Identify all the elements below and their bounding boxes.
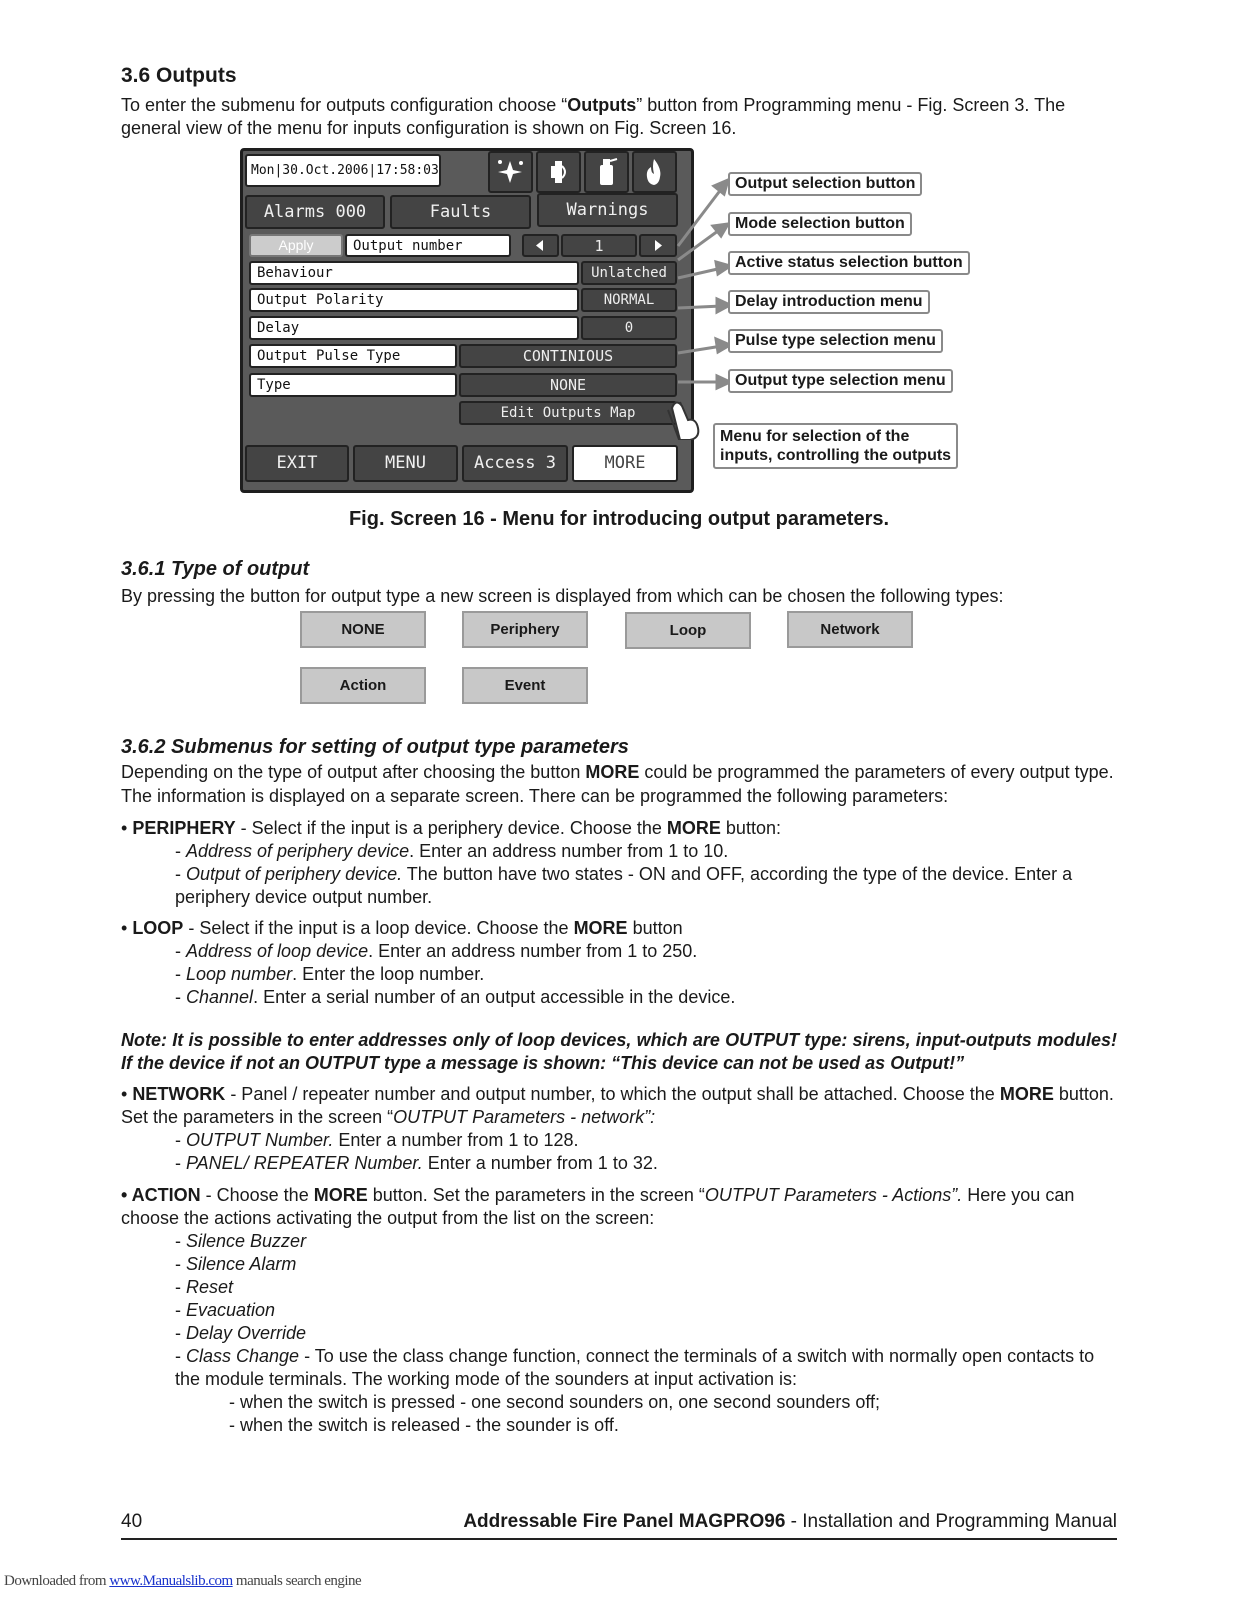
loop-block: • LOOP - Select if the input is a loop device. Choose the MORE button - Address of loop device. Enter an address number from 1 to 250. - Loop number. Enter the loop number. - Channel. Enter a serial number of an output accessible in the device. <box>121 918 736 1007</box>
apply-button[interactable]: Apply <box>249 234 343 257</box>
type-loop-button[interactable]: Loop <box>625 612 751 649</box>
s362-text-c: could be programmed the parameters of every output type. The information is displayed on a separate screen. There can be programmed the following parameters: <box>121 762 1114 806</box>
action-item-delay-override: Delay Override <box>186 1323 307 1343</box>
loop-lead: LOOP <box>132 918 184 938</box>
periphery-text-a: - Select if the input is a periphery device. Choose the <box>235 818 667 838</box>
callout-pulse-type: Pulse type selection menu <box>728 329 943 353</box>
type-button[interactable]: NONE <box>459 373 677 397</box>
prev-output-button[interactable] <box>522 234 559 257</box>
callout-output-selection: Output selection button <box>728 172 922 196</box>
network-text-a: - Panel / repeater number and output number, to which the output shall be attached. Choose the <box>225 1084 1000 1104</box>
network-screen-name: OUTPUT Parameters - network”: <box>393 1107 656 1127</box>
action-lead: • ACTION <box>121 1185 201 1205</box>
section-heading: 3.6 Outputs <box>121 64 237 87</box>
network-more: MORE <box>999 1084 1054 1104</box>
type-event-button[interactable]: Event <box>462 667 588 704</box>
action-item-reset: Reset <box>186 1277 234 1297</box>
output-polarity-button[interactable]: NORMAL <box>581 288 677 312</box>
output-polarity-label: Output Polarity <box>249 288 579 312</box>
loop-item3-text: . Enter a serial number of an output accessible in the device. <box>253 987 736 1007</box>
action-switch-released: - when the switch is released - the sounder is off. <box>229 1415 619 1435</box>
type-periphery-button[interactable]: Periphery <box>462 611 588 648</box>
action-screen-name: OUTPUT Parameters - Actions”. <box>704 1185 963 1205</box>
subsection-361-heading: 3.6.1 Type of output <box>121 558 310 580</box>
sparkle-icon <box>490 153 531 191</box>
warnings-button[interactable]: Warnings <box>537 193 678 227</box>
panel-screen <box>240 148 694 493</box>
intro-text-c: ” button from Programming menu - Fig. Screen 3. The general view of the menu for inputs configuration is shown on Fig. Screen 16. <box>121 95 1066 138</box>
bell-icon-button[interactable] <box>536 151 581 193</box>
delay-value-button[interactable]: 0 <box>581 316 677 340</box>
edit-outputs-map-button[interactable]: Edit Outputs Map <box>459 401 677 425</box>
action-item-silence-alarm: Silence Alarm <box>186 1254 297 1274</box>
action-text-b: button. Set the parameters in the screen “ <box>367 1185 705 1205</box>
output-number-value: 1 <box>561 234 637 257</box>
action-item-silence-buzzer: Silence Buzzer <box>186 1231 307 1251</box>
intro-paragraph <box>121 94 1117 140</box>
periphery-text-b: button: <box>720 818 781 838</box>
action-class-change-text: - To use the class change function, connect the terminals of a switch with normally open contacts to the module terminals. The working mode of the sounders at input activation is: <box>175 1346 1095 1389</box>
subsection-362-text <box>121 760 1117 808</box>
callout-mode-selection: Mode selection button <box>728 212 912 236</box>
action-more: MORE <box>313 1185 368 1205</box>
footer-title-bold: Addressable Fire Panel MAGPRO96 <box>463 1511 786 1532</box>
loop-more: MORE <box>573 918 628 938</box>
network-item1-text: Enter a number from 1 to 128. <box>333 1130 579 1150</box>
delay-label: Delay <box>249 316 579 340</box>
periphery-more: MORE <box>666 818 721 838</box>
footer-title <box>300 1511 1117 1533</box>
loop-item3: Channel <box>186 987 254 1007</box>
s362-more: MORE <box>585 762 640 782</box>
periphery-item1-text: . Enter an address number from 1 to 10. <box>409 841 729 861</box>
callout-active-status: Active status selection button <box>728 251 970 275</box>
intro-text-bold: Outputs <box>567 95 637 115</box>
extinguisher-icon <box>586 153 627 191</box>
faults-button[interactable]: Faults <box>390 195 531 229</box>
manualslib-link[interactable]: www.Manualslib.com <box>109 1573 233 1589</box>
periphery-lead: PERIPHERY <box>132 818 236 838</box>
alarms-button[interactable]: Alarms 000 <box>245 195 385 229</box>
download-text-tail: manuals search engine <box>232 1573 362 1589</box>
callout-output-type: Output type selection menu <box>728 369 953 393</box>
action-item-class-change: Class Change <box>186 1346 300 1366</box>
page-number: 40 <box>121 1511 143 1532</box>
network-item2: PANEL/ REPEATER Number. <box>186 1153 423 1173</box>
loop-text-b: button <box>627 918 683 938</box>
exit-button[interactable]: EXIT <box>245 445 349 482</box>
type-none-button[interactable]: NONE <box>300 611 426 648</box>
action-text-c: Here you can choose the actions activating the output from the list on the screen: <box>121 1185 1075 1228</box>
intro-text-a: To enter the submenu for outputs configuration choose “ <box>121 95 568 115</box>
speaker-icon <box>538 153 579 191</box>
action-switch-pressed: - when the switch is pressed - one second sounders on, one second sounders off; <box>229 1392 881 1412</box>
loop-item2-text: . Enter the loop number. <box>292 964 485 984</box>
behaviour-label: Behaviour <box>249 261 579 285</box>
network-text-b: button. Set the parameters in the screen “ <box>121 1084 1114 1127</box>
callout-inputs-line1: Menu for selection of the <box>720 428 910 445</box>
pulse-type-label: Output Pulse Type <box>249 344 457 368</box>
periphery-block: • PERIPHERY - Select if the input is a periphery device. Choose the MORE button: - Address of periphery device. Enter an address number from 1 to 10. - Output of periphery device. The button have two states - ON and OFF, according the type of the device. Enter a periphery device output number. <box>121 818 1073 907</box>
subsection-361-text: By pressing the button for output type a new screen is displayed from which can be chosen the following types: <box>121 586 1004 606</box>
download-text: Downloaded from <box>4 1573 110 1589</box>
note-text: Note: It is possible to enter addresses only of loop devices, which are OUTPUT type: sirens, input-outputs modules! If the device if not an OUTPUT type a message is shown: “This device can not be used as Output!” <box>121 1030 1117 1073</box>
network-lead: NETWORK <box>132 1084 226 1104</box>
s362-text-a: Depending on the type of output after choosing the button <box>121 762 586 782</box>
sound-icon-button[interactable] <box>488 151 533 193</box>
figure-caption: Fig. Screen 16 - Menu for introducing output parameters. <box>348 508 890 530</box>
action-text-a: - Choose the <box>200 1185 314 1205</box>
type-network-button[interactable]: Network <box>787 611 913 648</box>
periphery-item1: Address of periphery device <box>186 841 410 861</box>
menu-button[interactable]: MENU <box>353 445 458 482</box>
extinguisher-icon-button[interactable] <box>584 151 629 193</box>
loop-item1-text: . Enter an address number from 1 to 250. <box>368 941 698 961</box>
datetime-display: Mon|30.Oct.2006|17:58:03 <box>245 154 441 187</box>
footer-divider <box>121 1538 1117 1540</box>
callout-inputs-line2: inputs, controlling the outputs <box>720 447 952 464</box>
pointing-hand-icon <box>672 402 698 440</box>
network-item2-text: Enter a number from 1 to 32. <box>422 1153 658 1173</box>
output-number-label: Output number <box>345 234 511 257</box>
action-item-evacuation: Evacuation <box>186 1300 276 1320</box>
callout-delay-menu: Delay introduction menu <box>728 290 930 314</box>
network-block: • NETWORK - Panel / repeater number and output number, to which the output shall be attached. Choose the MORE button. Set the parameters in the screen “OUTPUT Parameters - network”: - OUTPUT Number. Enter a number from 1 to 128. - PANEL/ REPEATER Number. Enter a number from 1 to 32. <box>121 1084 1114 1173</box>
loop-text-a: - Select if the input is a loop device. Choose the <box>183 918 574 938</box>
action-block: • ACTION - Choose the MORE button. Set the parameters in the screen “OUTPUT Parameters - Actions”. Here you can choose the actions activating the output from the list on the screen: - Silence Buzzer - Silence Alarm - Reset - Evacuation - Delay Override - Class Change - To use the class change function, connect the terminals of a switch with normally open contacts to the module terminals. The working mode of the sounders at input activation is: - when the switch is pressed - one second sounders on, one second sounders off; - when the switch is released - the sounder is off. <box>121 1184 1117 1437</box>
behaviour-value-button[interactable]: Unlatched <box>581 261 677 285</box>
more-button[interactable]: MORE <box>572 445 678 482</box>
access-button[interactable]: Access 3 <box>462 445 568 482</box>
periphery-item2: Output of periphery device. <box>186 864 403 884</box>
periphery-item2-text: The button have two states - ON and OFF, according the type of the device. Enter a periphery device output number. <box>175 864 1073 907</box>
footer-title-rest: - Installation and Programming Manual <box>785 1511 1117 1532</box>
loop-item1: Address of loop device <box>186 941 369 961</box>
download-notice <box>4 1573 361 1590</box>
loop-item2: Loop number <box>186 964 293 984</box>
triangle-left-icon <box>524 236 557 255</box>
pulse-type-button[interactable]: CONTINIOUS <box>459 344 677 368</box>
type-action-button[interactable]: Action <box>300 667 426 704</box>
callout-inputs-menu <box>713 423 958 469</box>
network-item1: OUTPUT Number. <box>186 1130 334 1150</box>
type-label: Type <box>249 373 457 397</box>
subsection-362-heading: 3.6.2 Submenus for setting of output type parameters <box>121 736 629 758</box>
